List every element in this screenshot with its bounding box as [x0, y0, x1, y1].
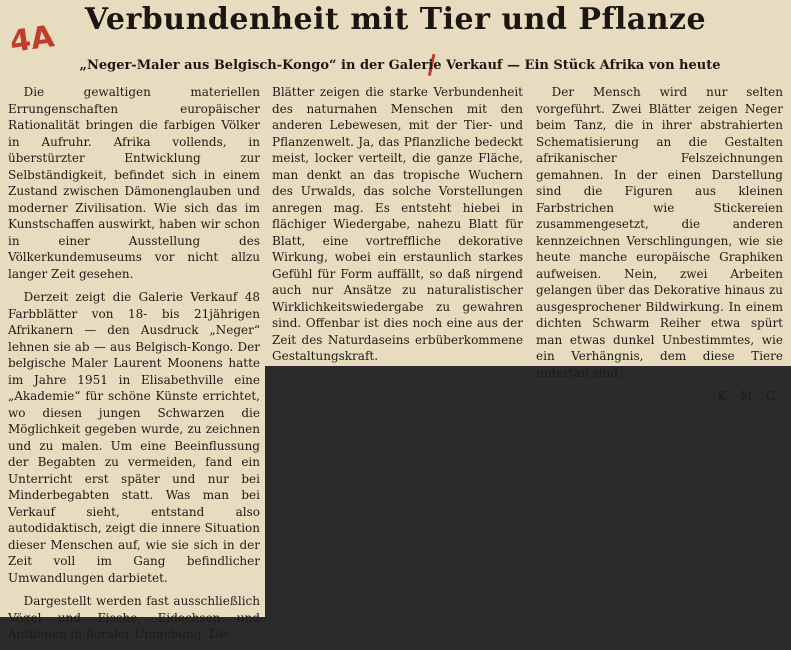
paragraph: Der Mensch wird nur selten vorgeführt. Zwei Blätter zeigen Neger beim Tanz, die in ihrer abstrahierten Schematisierung an die Gestalten afrikanischer Felszeichnungen gemahnen. In der einen Darstellung sind die Figuren aus kleinen Farbstrichen wie Stickereien zusammengesetzt, die anderen kennzeichnen Verschlingungen, wie sie heute manche europäische Graphiken aufweisen. Nein, zwei Arbeiten gelangen über das Dekorative hinaus zu ausgesprochener Bildwirkung. In einem dichten Schwarm Reiher etwa spürt man etwas dunkel Unbestimmtes, wie ein Verhängnis, dem diese Tiere untertan sind.: [536, 85, 783, 380]
paragraph: Dargestellt werden fast ausschließlich Vögel und Fische, Eidechsen und Antilopen in floraler Umgebung. Die: [8, 594, 260, 641]
article-headline: Verbundenheit mit Tier und Pflanze: [84, 2, 707, 37]
text-column-3: [536, 84, 783, 405]
paragraph: Blätter zeigen die starke Verbundenheit des naturnahen Menschen mit den anderen Lebewesen, mit der Tier- und Pflanzenwelt. Ja, das Pflanzliche bedeckt meist, locker verteilt, die ganze Fläche, man denkt an das tropische Wuchern des Urwalds, das solche Vorstellungen anregen mag. Es entsteht hiebei in flächiger Wiedergabe, nahezu Blatt für Blatt, eine vortreffliche dekorative Wirkung, wobei ein erstaunlich starkes Gefühl für Form auffällt, so daß nirgend auch nur Ansätze zu naturalistischer Wirklichkeitswiedergabe zu gewahren sind. Offenbar ist dies noch eine aus der Zeit des Naturdaseins erbüberkommene Gestaltungskraft.: [272, 85, 523, 363]
paragraph: Die gewaltigen materiellen Errungenschaften europäischer Rationalität bringen die farbigen Völker in Aufruhr. Afrika vollends, in überstürzter Entwicklung zur Selbständigkeit, befindet sich in einem Zustand zwischen Dämonenglauben und moderner Zivilisation. Wie sich das im Kunstschaffen auswirkt, haben wir schon in einer Ausstellung des Völkerkundemuseums vor nicht allzu langer Zeit gesehen.: [8, 85, 260, 281]
red-margin-note: 4A: [7, 19, 57, 60]
author-byline: K. M. G.: [717, 389, 783, 403]
article-subheadline: „Neger-Maler aus Belgisch-Kongo“ in der Galerie Verkauf — Ein Stück Afrika von heute: [79, 58, 721, 73]
text-column-2: [272, 84, 523, 372]
paragraph: Derzeit zeigt die Galerie Verkauf 48 Farbblätter von 18- bis 21jährigen Afrikanern — den Ausdruck „Neger“ lehnen sie ab — aus Belgisch-Kongo. Der belgische Maler Laurent Moonens hatte im Jahre 1951 in Elisabethville eine „Akademie“ für schöne Künste errichtet, wo diesen jungen Schwarzen die Möglichkeit gegeben wurde, zu zeichnen und zu malen. Um eine Beeinflussung der Begabten zu vermeiden, fand ein Unterricht erst später und nur bei Minderbegabten statt. Was man bei Verkauf sieht, entstand also autodidaktisch, zeigt die innere Situation dieser Menschen auf, wie sie sich in der Zeit voll im Gang befindlicher Umwandlungen darbietet.: [8, 290, 260, 585]
text-column-1: [8, 84, 260, 650]
